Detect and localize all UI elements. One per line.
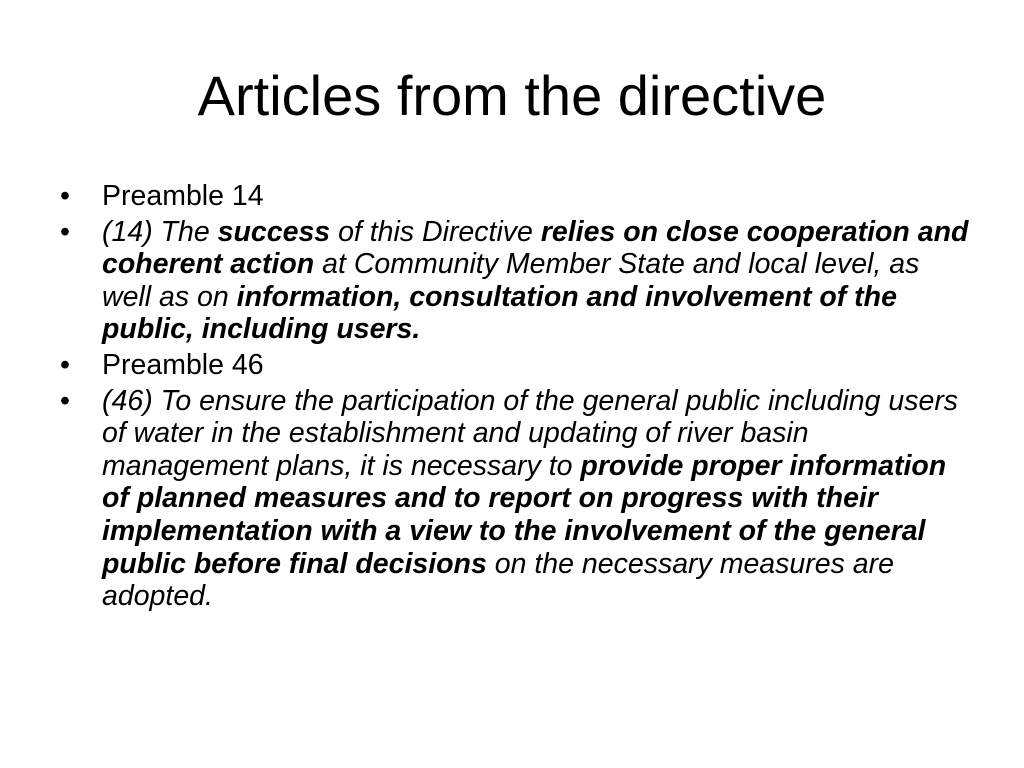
emphasis-segment: success: [217, 215, 331, 248]
text-segment: on the necessary measures are adopted.: [102, 547, 894, 613]
text-segment: (14) The: [102, 215, 218, 248]
emphasis-segment: information, consultation and involvement of the public, including users.: [102, 280, 897, 346]
emphasis-segment: provide proper information of planned measures and to report on progress with their implementation with a view to the involvement of the general public before final decisions: [102, 449, 947, 580]
bullet-icon: •: [60, 215, 70, 248]
text-segment: (46) To ensure the participation of the general public including users of water in the establishment and updating of river basin management plans, it is necessary to: [102, 384, 959, 482]
bullet-item-article-46-text: [56, 385, 976, 613]
bullet-icon: •: [60, 384, 70, 417]
bullet-icon: •: [60, 180, 70, 212]
bullet-label: Preamble 14: [102, 180, 264, 212]
text-segment: of this Directive: [330, 215, 541, 248]
slide-title: Articles from the directive: [197, 64, 827, 127]
text-segment: at Community Member State and local level, as well as on: [102, 248, 920, 313]
bullet-list: [56, 180, 976, 616]
bullet-item-article-14-text: [56, 216, 976, 346]
emphasis-segment: relies on close cooperation and coherent action: [102, 215, 969, 281]
bullet-item-preamble-14: [56, 180, 976, 213]
bullet-icon: •: [60, 348, 70, 381]
bullet-item-preamble-46: [56, 349, 976, 382]
bullet-label: Preamble 46: [102, 348, 264, 381]
